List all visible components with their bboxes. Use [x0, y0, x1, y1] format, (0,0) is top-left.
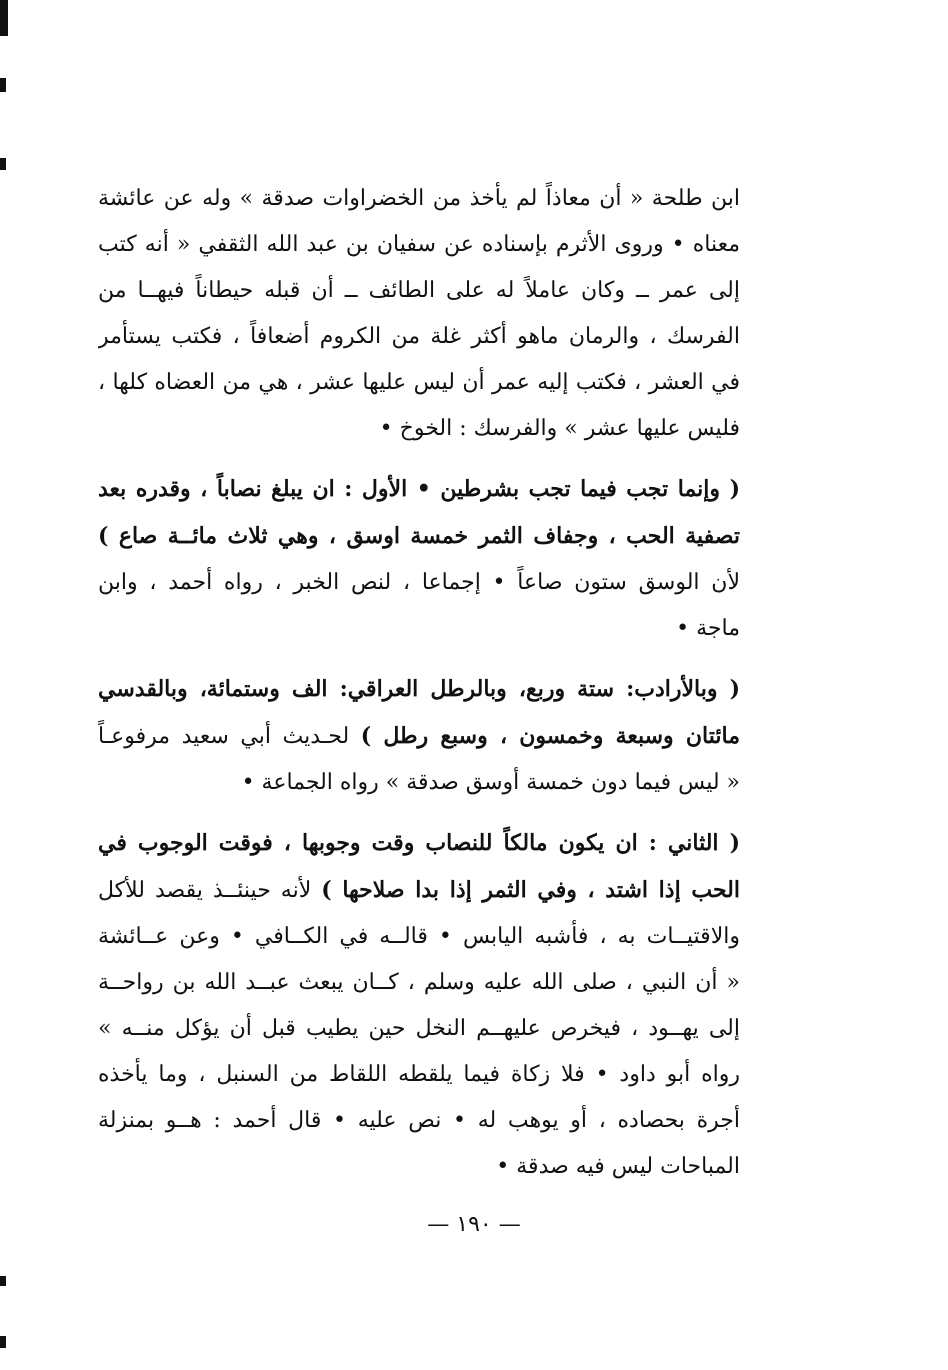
- text-line: [98, 666, 740, 713]
- paragraph-1: [98, 176, 740, 452]
- bold-text-segment: ( وإنما تجب فيما تجب بشرطين • الأول : ان يبلغ نصاباً ، وقدره بعد: [98, 476, 740, 502]
- text-segment: إلى يهــود ، فيخرص عليهــم النخل حين يطيب قبل أن يؤكل منــه »: [98, 1016, 740, 1041]
- text-segment: « ليس فيما دون خمسة أوسق صدقة » رواه الجماعة •: [241, 770, 740, 795]
- page-number: — ١٩٠ —: [427, 1212, 521, 1237]
- text-segment: لحـديث أبي سعيد مرفوعـاً: [98, 724, 361, 749]
- text-line: [98, 1098, 740, 1144]
- text-line: [98, 713, 740, 760]
- bold-text-segment: مائتان وسبعة وخمسون ، وسبع رطل ): [360, 723, 740, 749]
- bold-text-segment: ( وبالأرادب: ستة وربع، وبالرطل العراقي: الف وستمائة، وبالقدسي: [98, 676, 740, 702]
- text-segment: « أن النبي ، صلى الله عليه وسلم ، كــان يبعث عبــد الله بن رواحــة: [98, 970, 740, 995]
- paragraph-4: [98, 820, 740, 1190]
- margin-mark-4: [0, 1276, 6, 1286]
- text-segment: والاقتيــات به ، فأشبه اليابس • قالــه في الكــافي • وعن عــائشة: [98, 924, 740, 949]
- text-segment: فليس عليها عشر » والفرسك : الخوخ •: [379, 416, 740, 441]
- text-line: [98, 406, 740, 452]
- text-segment: المباحات ليس فيه صدقة •: [496, 1154, 740, 1179]
- margin-mark-top: [0, 0, 8, 36]
- text-line: [98, 914, 740, 960]
- text-line: [98, 360, 740, 406]
- text-segment: رواه أبو داود • فلا زكاة فيما يلقطه اللقاط من السنبل ، وما يأخذه: [98, 1062, 740, 1087]
- margin-mark-2: [0, 78, 6, 92]
- bold-text-segment: ( الثاني : ان يكون مالكاً للنصاب وقت وجوبها ، فوقت الوجوب في: [98, 830, 740, 856]
- text-segment: الفرسك ، والرمان ماهو أكثر غلة من الكروم أضعافاً ، فكتب يستأمر: [98, 324, 740, 349]
- text-segment: لأنه حينئــذ يقصد للأكل: [98, 878, 322, 903]
- text-line: [98, 820, 740, 867]
- text-segment: أجرة بحصاده ، أو يوهب له • نص عليه • قال أحمد : هــو بمنزلة: [98, 1108, 740, 1133]
- text-line: [98, 760, 740, 806]
- text-segment: في العشر ، فكتب إليه عمر أن ليس عليها عشر ، هي من العضاه كلها ،: [98, 370, 740, 395]
- text-segment: ابن طلحة « أن معاذاً لم يأخذ من الخضراوات صدقة » وله عن عائشة: [98, 186, 740, 211]
- bold-text-segment: تصفية الحب ، وجفاف الثمر خمسة اوسق ، وهي ثلاث مائــة صاع ): [98, 523, 740, 549]
- text-segment: معناه • وروى الأثرم بإسناده عن سفيان بن عبد الله الثقفي « أنه كتب: [98, 232, 740, 257]
- text-line: [98, 1006, 740, 1052]
- paragraph-2: [98, 466, 740, 652]
- text-line: [98, 222, 740, 268]
- text-line: [98, 314, 740, 360]
- text-line: [98, 560, 740, 606]
- bold-text-segment: الحب إذا اشتد ، وفي الثمر إذا بدا صلاحها ): [321, 877, 740, 903]
- text-line: [98, 176, 740, 222]
- margin-mark-3: [0, 158, 6, 170]
- text-line: [98, 268, 740, 314]
- text-segment: ماجة •: [676, 616, 740, 641]
- text-line: [98, 606, 740, 652]
- text-line: [98, 466, 740, 513]
- text-line: [98, 513, 740, 560]
- paragraph-3: [98, 666, 740, 806]
- text-line: [98, 1052, 740, 1098]
- text-segment: إلى عمر ــ وكان عاملاً له على الطائف ــ أن قبله حيطاناً فيهــا من: [98, 278, 740, 303]
- text-line: [98, 960, 740, 1006]
- text-segment: لأن الوسق ستون صاعاً • إجماعا ، لنص الخبر ، رواه أحمد ، وابن: [98, 570, 740, 595]
- text-line: [98, 867, 740, 914]
- main-text: [98, 176, 740, 1204]
- margin-mark-5: [0, 1336, 6, 1348]
- text-line: [98, 1144, 740, 1190]
